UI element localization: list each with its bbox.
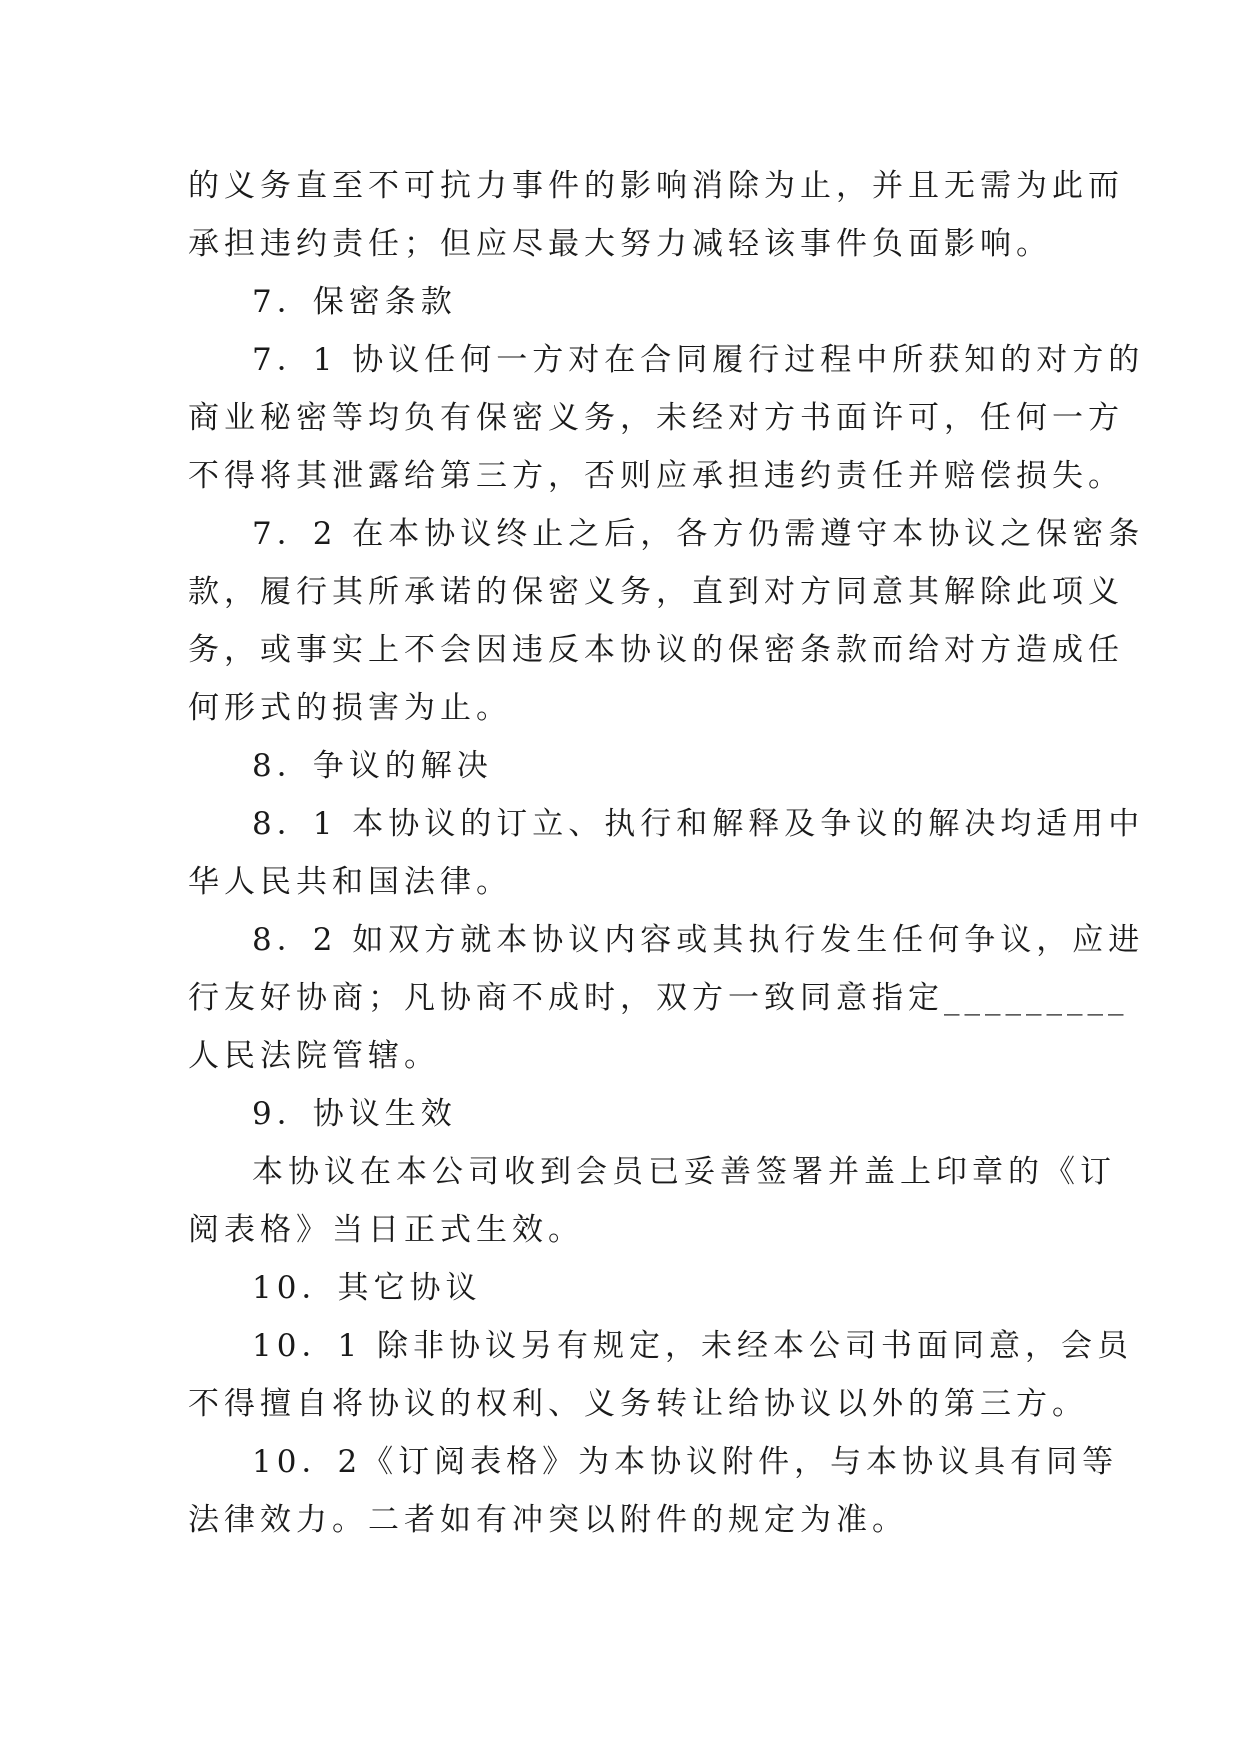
text-line: 款，履行其所承诺的保密义务，直到对方同意其解除此项义 (188, 574, 1124, 610)
document-body (188, 157, 1145, 1549)
text-line: 务，或事实上不会因违反本协议的保密条款而给对方造成任 (188, 632, 1124, 668)
clause-start: 7．1 协议任何一方对在合同履行过程中所获知的对方的 (252, 342, 1145, 378)
clause-start: 本协议在本公司收到会员已妥善签署并盖上印章的《订 (252, 1154, 1116, 1190)
section-heading: 8．争议的解决 (252, 748, 493, 784)
text-line: 行友好协商；凡协商不成时，双方一致同意指定_________ (188, 980, 1129, 1016)
section-heading: 9．协议生效 (252, 1096, 457, 1132)
text-line: 商业秘密等均负有保密义务，未经对方书面许可，任何一方 (188, 400, 1124, 436)
text-line: 阅表格》当日正式生效。 (188, 1212, 584, 1248)
text-line: 的义务直至不可抗力事件的影响消除为止，并且无需为此而 (188, 168, 1124, 204)
clause-start: 10．1 除非协议另有规定，未经本公司书面同意，会员 (252, 1328, 1134, 1364)
clause-start: 10．2《订阅表格》为本协议附件，与本协议具有同等 (252, 1444, 1119, 1480)
section-heading: 7．保密条款 (252, 284, 457, 320)
text-line: 不得将其泄露给第三方，否则应承担违约责任并赔偿损失。 (188, 458, 1124, 494)
text-line: 人民法院管辖。 (188, 1038, 440, 1074)
text-line: 何形式的损害为止。 (188, 690, 512, 726)
clause-start: 8．2 如双方就本协议内容或其执行发生任何争议，应进 (252, 922, 1145, 958)
text-line: 华人民共和国法律。 (188, 864, 512, 900)
clause-start: 7．2 在本协议终止之后，各方仍需遵守本协议之保密条 (252, 516, 1145, 552)
section-heading: 10．其它协议 (252, 1270, 482, 1306)
text-line: 承担违约责任；但应尽最大努力减轻该事件负面影响。 (188, 226, 1052, 262)
text-line: 不得擅自将协议的权利、义务转让给协议以外的第三方。 (188, 1386, 1088, 1422)
text-line: 法律效力。二者如有冲突以附件的规定为准。 (188, 1502, 908, 1538)
clause-start: 8．1 本协议的订立、执行和解释及争议的解决均适用中 (252, 806, 1145, 842)
